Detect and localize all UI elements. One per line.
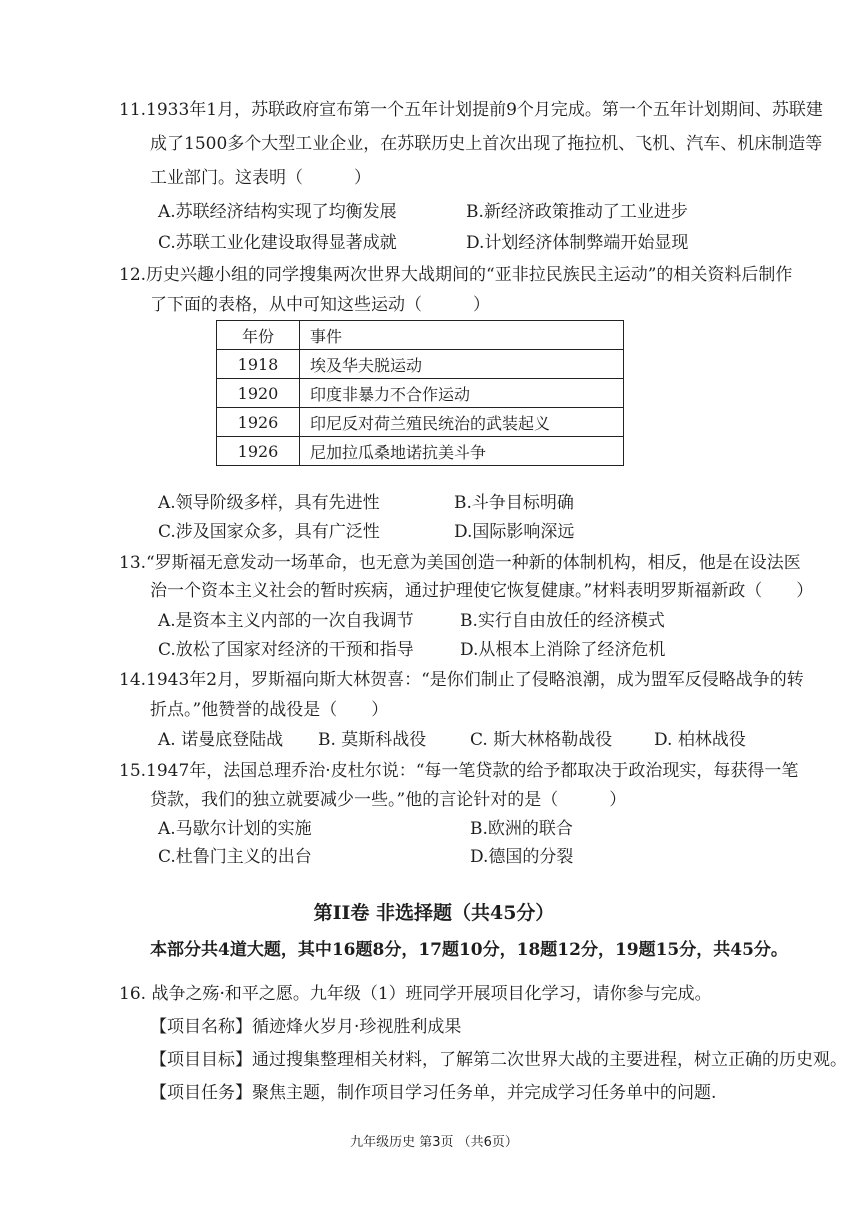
- table-cell-event: 印度非暴力不合作运动: [300, 379, 624, 408]
- table-header-year: 年份: [217, 321, 300, 350]
- table-header-event: 事件: [300, 321, 624, 350]
- q12-stem-line2: 了下面的表格，从中可知这些运动（ ）: [150, 295, 490, 315]
- section-note: 本部分共4道大题，其中16题8分，17题10分，18题12分，19题15分，共45分。: [150, 940, 788, 960]
- q13-option-c: C.放松了国家对经济的干预和指导: [158, 640, 414, 660]
- table-cell-year: 1918: [217, 350, 300, 379]
- q14-option-b: B. 莫斯科战役: [318, 730, 427, 750]
- q11-stem-line3: 工业部门。这表明（ ）: [150, 168, 371, 188]
- q16-stem-line1: 16. 战争之殇·和平之愿。九年级（1）班同学开展项目化学习，请你参与完成。: [119, 984, 712, 1004]
- movements-table: [216, 320, 624, 466]
- q15-option-a: A.马歇尔计划的实施: [158, 819, 312, 839]
- q12-option-c: C.涉及国家众多，具有广泛性: [158, 522, 380, 542]
- table-header-row: [217, 321, 624, 350]
- table-cell-year: 1926: [217, 408, 300, 437]
- table-cell-year: 1926: [217, 437, 300, 466]
- q16-project-goal: 【项目目标】通过搜集整理相关材料，了解第二次世界大战的主要进程，树立正确的历史观。: [150, 1050, 847, 1070]
- q11-option-c: C.苏联工业化建设取得显著成就: [158, 233, 397, 253]
- q13-option-a: A.是资本主义内部的一次自我调节: [158, 611, 414, 631]
- q11-option-d: D.计划经济体制弊端开始显现: [466, 233, 689, 253]
- q14-stem-line1: 14.1943年2月，罗斯福向斯大林贺喜：“是你们制止了侵略浪潮，成为盟军反侵略战争的转: [119, 670, 804, 690]
- table-row: [217, 379, 624, 408]
- q14-stem-line2: 折点。”他赞誉的战役是（ ）: [150, 700, 389, 720]
- table-cell-event: 埃及华夫脱运动: [300, 350, 624, 379]
- q15-option-b: B.欧洲的联合: [470, 819, 573, 839]
- q15-option-d: D.德国的分裂: [470, 847, 574, 867]
- q11-stem-line1: 11.1933年1月，苏联政府宣布第一个五年计划提前9个月完成。第一个五年计划期间、苏联建: [119, 100, 823, 120]
- q12-option-a: A.领导阶级多样，具有先进性: [158, 493, 380, 513]
- q15-stem-line2: 贷款，我们的独立就要减少一些。”他的言论针对的是（ ）: [150, 790, 627, 810]
- table-cell-year: 1920: [217, 379, 300, 408]
- q12-option-d: D.国际影响深远: [454, 522, 575, 542]
- table-row: [217, 437, 624, 466]
- q13-option-d: D.从根本上消除了经济危机: [460, 640, 666, 660]
- q11-option-b: B.新经济政策推动了工业进步: [466, 202, 688, 222]
- table-cell-event: 尼加拉瓜桑地诺抗美斗争: [300, 437, 624, 466]
- q13-option-b: B.实行自由放任的经济模式: [460, 611, 665, 631]
- q11-option-a: A.苏联经济结构实现了均衡发展: [158, 202, 397, 222]
- table-row: [217, 408, 624, 437]
- q12-option-b: B.斗争目标明确: [454, 493, 574, 513]
- q11-stem-line2: 成了1500多个大型工业企业，在苏联历史上首次出现了拖拉机、飞机、汽车、机床制造等: [150, 134, 823, 154]
- q15-option-c: C.杜鲁门主义的出台: [158, 847, 312, 867]
- q13-stem-line2: 治一个资本主义社会的暂时疾病，通过护理使它恢复健康。”材料表明罗斯福新政（ ）: [150, 581, 814, 601]
- q14-option-a: A. 诺曼底登陆战: [158, 730, 284, 750]
- q14-option-c: C. 斯大林格勒战役: [470, 730, 613, 750]
- q16-project-task: 【项目任务】聚焦主题，制作项目学习任务单，并完成学习任务单中的问题.: [150, 1083, 717, 1103]
- q15-stem-line1: 15.1947年，法国总理乔治·皮杜尔说：“每一笔贷款的给予都取决于政治现实，每获得一笔: [119, 761, 799, 781]
- q13-stem-line1: 13.“罗斯福无意发动一场革命，也无意为美国创造一种新的体制机构，相反，他是在设法医: [119, 553, 801, 573]
- page-footer: 九年级历史 第3页 （共6页）: [350, 1135, 518, 1150]
- table-cell-event: 印尼反对荷兰殖民统治的武装起义: [300, 408, 624, 437]
- q12-stem-line1: 12.历史兴趣小组的同学搜集两次世界大战期间的“亚非拉民族民主运动”的相关资料后制作: [119, 265, 793, 285]
- section-title: 第II卷 非选择题（共45分）: [313, 902, 555, 924]
- q16-project-name: 【项目名称】循迹烽火岁月·珍视胜利成果: [150, 1017, 462, 1037]
- q14-option-d: D. 柏林战役: [654, 730, 746, 750]
- table-row: [217, 350, 624, 379]
